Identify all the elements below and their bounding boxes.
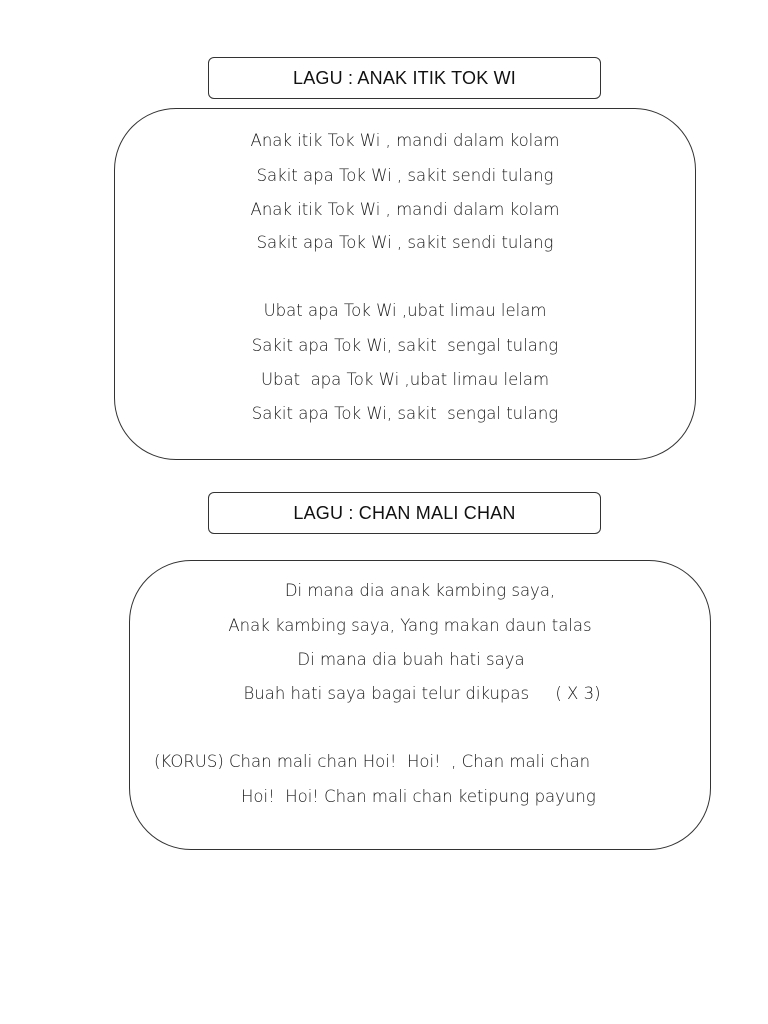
- lyric-line: Anak itik Tok Wi , mandi dalam kolam: [250, 200, 560, 219]
- lyric-line: Sakit apa Tok Wi, sakit sengal tulang: [251, 404, 559, 423]
- lyric-line: Sakit apa Tok Wi , sakit sendi tulang: [256, 166, 554, 185]
- song-title-text: LAGU : CHAN MALI CHAN: [293, 502, 516, 523]
- korus-line: Hoi! Hoi! Chan mali chan ketipung payung: [241, 787, 596, 806]
- lyric-line: Sakit apa Tok Wi, sakit sengal tulang: [251, 336, 559, 355]
- lyric-line: Anak kambing saya, Yang makan daun talas: [228, 616, 592, 635]
- lyrics-box-anak-itik-tok-wi: [114, 108, 696, 460]
- lyrics-box-chan-mali-chan: [129, 560, 711, 850]
- lyric-line: Di mana dia buah hati saya: [297, 650, 525, 669]
- lyric-line: Buah hati saya bagai telur dikupas ( X 3): [243, 684, 601, 703]
- lyric-line: Ubat apa Tok Wi ,ubat limau lelam: [260, 370, 550, 389]
- song-title-text: LAGU : ANAK ITIK TOK WI: [293, 67, 516, 88]
- song-title-anak-itik-tok-wi: [208, 57, 601, 99]
- lyric-line: Ubat apa Tok Wi ,ubat limau lelam: [263, 301, 547, 320]
- korus-line: (KORUS) Chan mali chan Hoi! Hoi! , Chan mali chan: [154, 752, 591, 771]
- song-title-chan-mali-chan: [208, 492, 601, 534]
- lyric-line: Anak itik Tok Wi , mandi dalam kolam: [250, 131, 560, 150]
- lyric-line: Sakit apa Tok Wi , sakit sendi tulang: [256, 233, 554, 252]
- lyric-line: Di mana dia anak kambing saya,: [284, 581, 556, 600]
